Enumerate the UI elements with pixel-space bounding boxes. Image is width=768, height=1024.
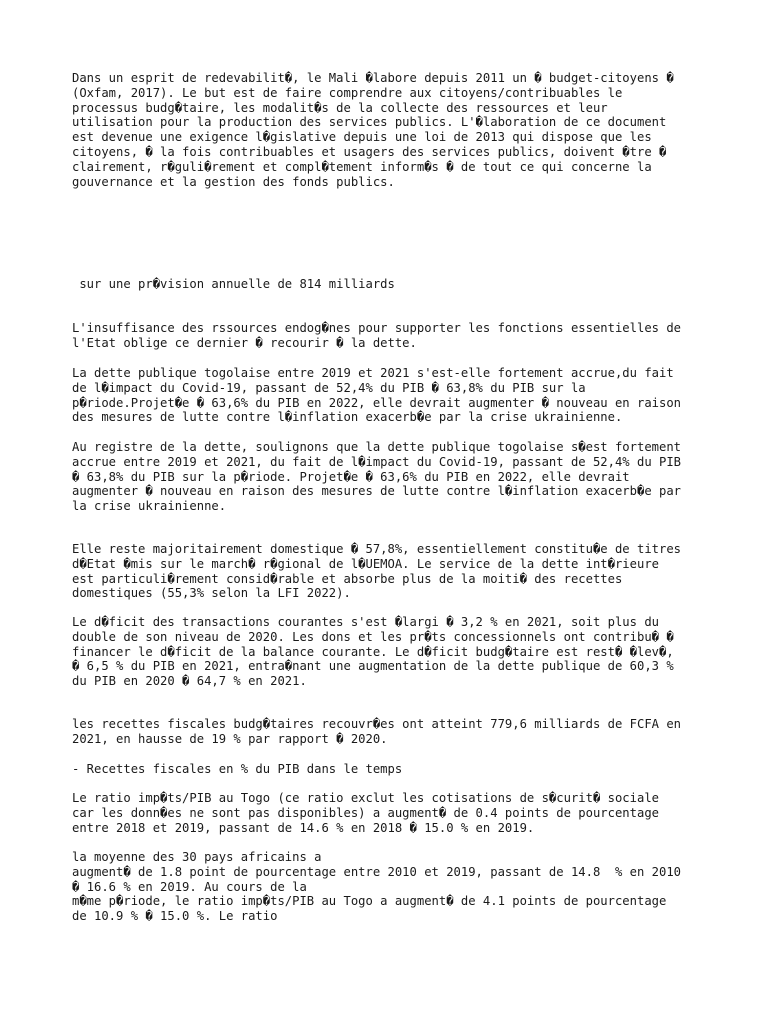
text-line: sur une pr�vision annuelle de 814 milliards (72, 277, 395, 291)
text-line: de 10.9 % � 15.0 %. Le ratio (72, 909, 278, 924)
text-line: entre 2018 et 2019, passant de 14.6 % en 2018 � 15.0 % en 2019. (72, 820, 535, 835)
paragraph-p1 (72, 71, 674, 189)
text-line: La dette publique togolaise entre 2019 et 2021 s'est-elle fortement accrue,du fait (72, 366, 674, 380)
text-line: la crise ukrainienne. (72, 499, 227, 514)
text-line: p�riode.Projet�e � 63,6% du PIB en 2022, elle devrait augmenter � nouveau en raison (72, 395, 682, 410)
text-line: financer le d�ficit de la balance courante. Le d�ficit budg�taire est rest� �lev�, (72, 644, 674, 659)
text-line: � 6,5 % du PIB en 2021, entra�nant une augmentation de la dette publique de 60,3 % (72, 659, 674, 674)
text-line: de l�impact du Covid-19, passant de 52,4% du PIB � 63,8% du PIB sur la (72, 380, 586, 395)
text-line: domestiques (55,3% selon la LFI 2022). (72, 586, 351, 601)
text-line: clairement, r�guli�rement et compl�tement inform�s � de tout ce qui concerne la (72, 159, 652, 174)
paragraph-p2 (72, 277, 395, 292)
paragraph-p8 (72, 717, 681, 747)
text-line: augment� de 1.8 point de pourcentage entre 2010 et 2019, passant de 14.8 % en 2010 (72, 864, 682, 879)
text-line: les recettes fiscales budg�taires recouvr�es ont atteint 779,6 milliards de FCFA en (72, 717, 682, 731)
text-line: car les donn�es ne sont pas disponibles) a augment� de 0.4 points de pourcentage (72, 805, 659, 820)
text-line: processus budg�taire, les modalit�s de la collecte des ressources et leur (72, 100, 608, 115)
text-line: d�Etat �mis sur le march� r�gional de l�UEMOA. Le service de la dette int�rieure (72, 556, 659, 571)
text-line: � 16.6 % en 2019. Au cours de la (72, 879, 307, 894)
text-line: gouvernance et la gestion des fonds publics. (72, 174, 395, 189)
text-line: la moyenne des 30 pays africains a (72, 850, 322, 864)
text-line: Le d�ficit des transactions courantes s'est �largi � 3,2 % en 2021, soit plus du (72, 615, 659, 629)
text-line: citoyens, � la fois contribuables et usagers des services publics, doivent �tre � (72, 144, 667, 159)
paragraph-p3 (72, 321, 681, 351)
paragraph-p4 (72, 366, 681, 425)
paragraph-p6 (72, 542, 681, 601)
paragraph-p7 (72, 615, 674, 689)
text-line: est devenue une exigence l�gislative depuis une loi de 2013 qui dispose que les (72, 130, 652, 145)
paragraph-p9 (72, 762, 402, 777)
text-line: accrue entre 2019 et 2021, du fait de l�impact du Covid-19, passant de 52,4% du PIB (72, 454, 682, 469)
text-line: 2021, en hausse de 19 % par rapport � 2020. (72, 731, 388, 746)
text-line: Au registre de la dette, soulignons que la dette publique togolaise s�est fortement (72, 440, 682, 454)
paragraph-p10 (72, 791, 659, 835)
text-line: (Oxfam, 2017). Le but est de faire comprendre aux citoyens/contribuables le (72, 85, 623, 100)
text-line: l'Etat oblige ce dernier � recourir � la dette. (72, 335, 417, 350)
text-line: Elle reste majoritairement domestique � 57,8%, essentiellement constitu�e de titres (72, 542, 682, 556)
text-line: � 63,8% du PIB sur la p�riode. Projet�e � 63,6% du PIB en 2022, elle devrait (72, 469, 630, 484)
paragraph-p11 (72, 850, 681, 924)
paragraph-p5 (72, 440, 681, 514)
text-line: Le ratio imp�ts/PIB au Togo (ce ratio exclut les cotisations de s�curit� sociale (72, 791, 659, 805)
text-line: du PIB en 2020 � 64,7 % en 2021. (72, 674, 307, 689)
text-line: double de son niveau de 2020. Les dons et les pr�ts concessionnels ont contribu� � (72, 629, 674, 644)
text-line: est particuli�rement consid�rable et absorbe plus de la moiti� des recettes (72, 571, 623, 586)
text-line: augmenter � nouveau en raison des mesures de lutte contre l�inflation exacerb�e par (72, 484, 682, 499)
text-line: utilisation pour la production des services publics. L'�laboration de ce document (72, 115, 667, 130)
text-line: Dans un esprit de redevabilit�, le Mali �labore depuis 2011 un � budget-citoyens � (72, 71, 674, 85)
text-line: - Recettes fiscales en % du PIB dans le temps (72, 762, 403, 776)
text-line: L'insuffisance des rssources endog�nes pour supporter les fonctions essentielles de (72, 321, 682, 335)
text-line: des mesures de lutte contre l�inflation exacerb�e par la crise ukrainienne. (72, 410, 623, 425)
text-line: m�me p�riode, le ratio imp�ts/PIB au Togo a augment� de 4.1 points de pourcentage (72, 894, 667, 909)
